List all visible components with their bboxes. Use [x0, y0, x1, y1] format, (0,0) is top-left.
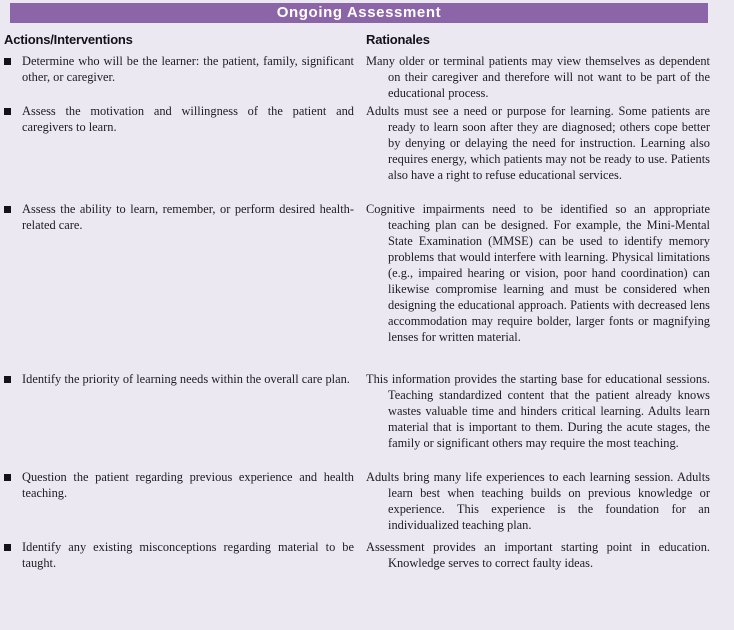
table-row	[4, 469, 710, 539]
action-item	[4, 201, 354, 371]
table-row	[4, 53, 710, 103]
action-item	[4, 371, 354, 469]
action-item	[4, 53, 354, 103]
action-text: Determine who will be the learner: the patient, family, significant other, or caregiver.	[22, 54, 354, 84]
action-item	[4, 103, 354, 201]
table-row	[4, 201, 710, 371]
column-header-rationales: Rationales	[366, 32, 430, 47]
column-header-actions: Actions/Interventions	[4, 32, 133, 47]
bullet-square-icon	[4, 206, 11, 213]
action-text: Identify the priority of learning needs within the overall care plan.	[22, 372, 350, 386]
rationale-text: Adults bring many life experiences to each learning session. Adults learn best when teaching builds on previous knowledge or experience. This experience is the foundation for an individualized teaching plan.	[366, 470, 710, 532]
rationale-text: Adults must see a need or purpose for learning. Some patients are ready to learn soon after they are diagnosed; others cope better by denying or delaying the need for instruction. Learning also requires energy, which patients may not be ready to use. Patients also have a right to refuse educational services.	[366, 104, 710, 182]
action-text: Identify any existing misconceptions regarding material to be taught.	[22, 540, 354, 570]
table-row	[4, 103, 710, 201]
action-item	[4, 469, 354, 539]
table-title: Ongoing Assessment	[276, 4, 442, 21]
bullet-square-icon	[4, 544, 11, 551]
column-header-row	[4, 32, 710, 47]
bullet-square-icon	[4, 474, 11, 481]
rationale-text: Cognitive impairments need to be identified so an appropriate teaching plan can be designed. For example, the Mini-Mental State Examination (MMSE) can be used to identify memory problems that would interfere with learning. Physical limitations (e.g., impaired hearing or vision, poor hand coordination) can likewise compromise learning and must be considered when designing the educational approach. Patients with decreased lens accommodation may require bolder, larger fonts or magnifying lenses for written material.	[366, 202, 710, 344]
bullet-square-icon	[4, 58, 11, 65]
action-text: Question the patient regarding previous experience and health teaching.	[22, 470, 354, 500]
bullet-square-icon	[4, 108, 11, 115]
rationale-text: This information provides the starting base for educational sessions. Teaching standardized content that the patient already knows wastes valuable time and hinders critical learning. Adults learn material that is important to them. During the acute stages, the family or significant others may require the most teaching.	[366, 372, 710, 450]
table-title-bar	[10, 3, 708, 23]
action-item	[4, 539, 354, 571]
bullet-square-icon	[4, 376, 11, 383]
rationale-text: Assessment provides an important starting point in education. Knowledge serves to correct faulty ideas.	[366, 540, 710, 570]
rationale-text: Many older or terminal patients may view themselves as dependent on their caregiver and therefore will not want to be part of the educational process.	[366, 54, 710, 100]
table-row	[4, 371, 710, 469]
action-text: Assess the ability to learn, remember, or perform desired health-related care.	[22, 202, 354, 232]
table-row	[4, 539, 710, 571]
action-text: Assess the motivation and willingness of the patient and caregivers to learn.	[22, 104, 354, 134]
